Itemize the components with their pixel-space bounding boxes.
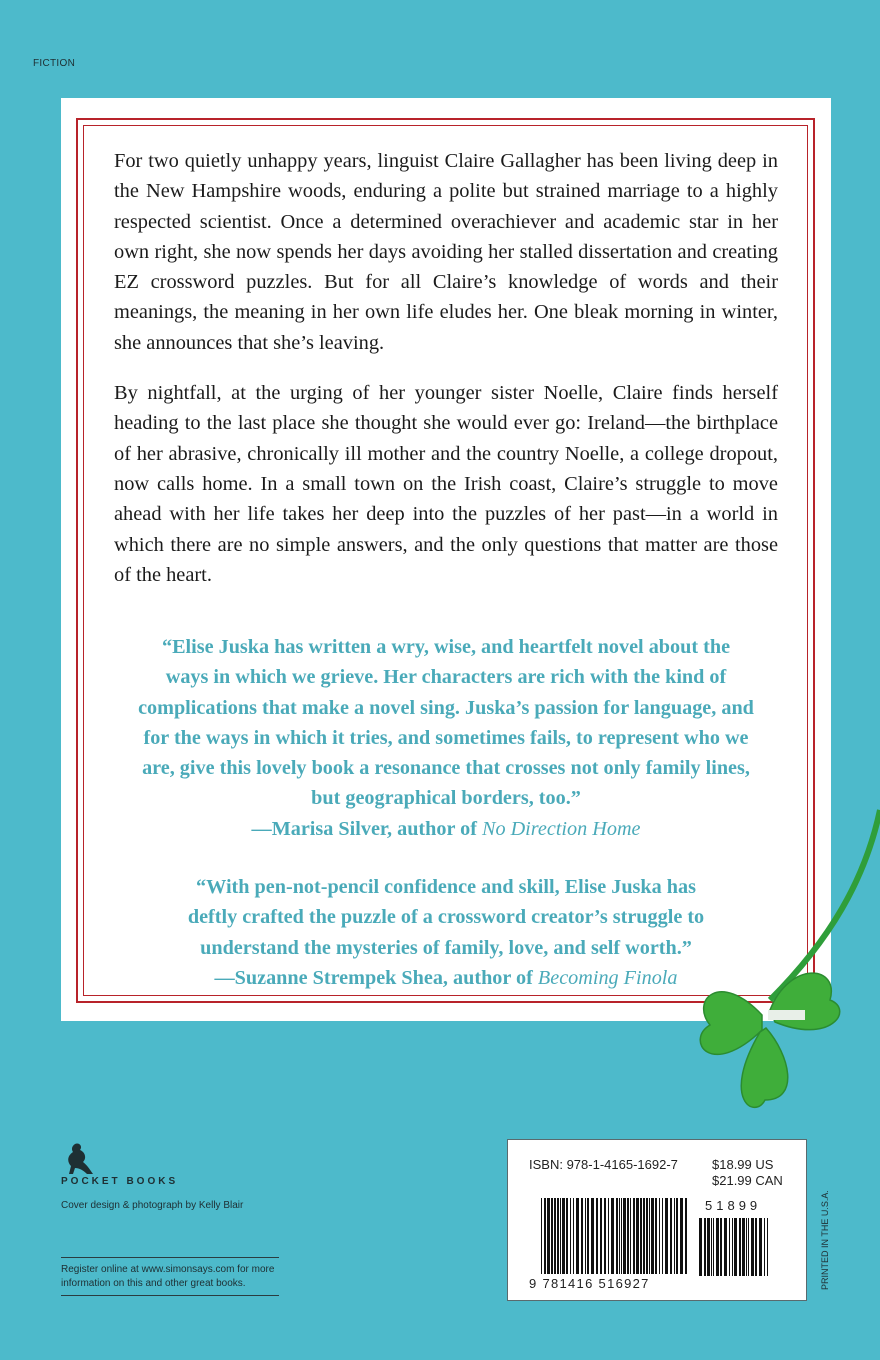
blurb-attribution: —Marisa Silver, author of No Direction Home [251,817,641,840]
synopsis-paragraph-1: For two quietly unhappy years, linguist Claire Gallagher has been living deep in the New Hampshire woods, enduring a polite but strained marriage to a highly respected scientist. Once a determined overachiever and academic star in her own right, she now spends her days avoiding her stalled dissertation and creating EZ crossword puzzles. But for all Claire’s knowledge of words and their meanings, the meaning in her own life eludes her. One bleak morning in winter, she announces that she’s leaving. [114,150,778,354]
barcode-bar [732,1218,733,1276]
register-line-1: Register online at www.simonsays.com for more [61,1264,275,1275]
barcode-bar [707,1218,710,1276]
barcode-bar [573,1198,574,1274]
barcode-bar [734,1218,737,1276]
barcode-bar [665,1198,668,1274]
register-note [61,1257,279,1296]
synopsis [114,146,778,610]
blurb-work: Becoming Finola [537,966,678,989]
barcode-bar [746,1218,747,1276]
blurb-line: ways in which we grieve. Her characters are rich with the kind of [165,666,727,689]
barcode-bar [596,1198,598,1274]
barcode-bar [755,1218,757,1276]
blurb-line: complications that make a novel sing. Juska’s passion for language, and [138,696,754,719]
barcode-bar [562,1198,565,1274]
barcode-bar [551,1198,553,1274]
barcode-bar [557,1198,559,1274]
price-us: $18.99 US [712,1157,774,1172]
barcode-bar [623,1198,626,1274]
register-line-2: information on this and other great books. [61,1278,246,1289]
barcode-bar [729,1218,730,1276]
barcode-bar [670,1198,672,1274]
barcode-bar [627,1198,629,1274]
barcode-bar [591,1198,594,1274]
shamrock-icon [680,800,880,1160]
barcode-bar [724,1218,727,1276]
blurb-attribution: —Suzanne Strempek Shea, author of Becoming Finola [214,966,678,989]
barcode-bar [587,1198,589,1274]
barcode-bar [759,1218,762,1276]
barcode-bar [649,1198,650,1274]
barcode-bar [704,1218,706,1276]
genre-label: FICTION [33,58,76,69]
barcode-bar [621,1198,622,1274]
barcode-bar [576,1198,579,1274]
barcode-bar [566,1198,568,1274]
barcode-addon-bars [699,1218,771,1276]
barcode-bar [608,1198,609,1274]
synopsis-paragraph-2: By nightfall, at the urging of her younger sister Noelle, Claire finds herself heading to the last place she thought she would ever go: Ireland—the birthplace of her abrasive, chronically ill mother and the country Noelle, a college dropout, now calls home. In a small town on the Irish coast, Claire’s struggle to move ahead with her life takes her deep into the puzzles of her past—in a world in which there are no simple answers, and the only questions that matter are those of the heart. [114,382,778,586]
barcode-bar [680,1198,683,1274]
blurb-line: “Elise Juska has written a wry, wise, and heartfelt novel about the [161,636,731,658]
barcode-bar [716,1218,719,1276]
addon-digits: 51899 [705,1198,762,1213]
barcode-bar [640,1198,642,1274]
barcode-bar [560,1198,561,1274]
barcode-bar [739,1218,741,1276]
barcode-bar [711,1218,712,1276]
printed-in-usa: PRINTED IN THE U.S.A. [820,1190,830,1290]
blurb-line: “With pen-not-pencil confidence and skill, Elise Juska has [196,876,696,899]
barcode-bar [547,1198,550,1274]
barcode-bar [764,1218,765,1276]
barcode-bar [655,1198,657,1274]
blurb-line: understand the mysteries of family, love, and self worth.” [200,936,692,959]
publisher-block [61,1140,179,1187]
barcode-bar [748,1218,749,1276]
barcode-bar [699,1218,702,1276]
barcode-bar [742,1218,745,1276]
barcode-bar [554,1198,556,1274]
barcode-bar [619,1198,620,1274]
barcode-bar [585,1198,586,1274]
barcode-bar [676,1198,678,1274]
barcode-bar [685,1198,687,1274]
barcode-bar [611,1198,614,1274]
blurb-line: deftly crafted the puzzle of a crossword creator’s struggle to [187,906,705,929]
blurb-work: No Direction Home [482,817,641,840]
barcode-box [507,1139,807,1301]
barcode-bar [630,1198,631,1274]
publisher-name: POCKET BOOKS [61,1176,179,1187]
barcode-bar [767,1218,768,1276]
barcode-bar [674,1198,675,1274]
blurb-line: but geographical borders, too.” [311,787,581,810]
kangaroo-logo-icon [61,1140,97,1176]
barcode-bar [643,1198,645,1274]
blurb-line: are, give this lovely book a resonance that crosses not only family lines, [142,757,750,780]
barcode-bar [541,1198,542,1274]
barcode-bar [604,1198,606,1274]
barcode-bar [570,1198,571,1274]
barcode-digits: 9 781416 516927 [529,1276,650,1291]
barcode-bar [713,1218,714,1276]
barcode-bar [636,1198,639,1274]
barcode-bar [633,1198,635,1274]
barcode-bar [616,1198,618,1274]
isbn-text: ISBN: 978-1-4165-1692-7 [529,1157,678,1172]
barcode-bar [581,1198,583,1274]
barcode-bar [659,1198,660,1274]
barcode-bars [541,1198,689,1274]
barcode-bar [646,1198,648,1274]
barcode-bar [662,1198,663,1274]
barcode-bar [720,1218,722,1276]
barcode-bar [651,1198,654,1274]
barcode-bar [751,1218,754,1276]
blurb-line: for the ways in which it tries, and sometimes fails, to represent who we [143,726,749,749]
price-can: $21.99 CAN [712,1173,783,1188]
barcode-bar [544,1198,546,1274]
barcode-bar [600,1198,602,1274]
cover-credit: Cover design & photograph by Kelly Blair [61,1200,244,1211]
